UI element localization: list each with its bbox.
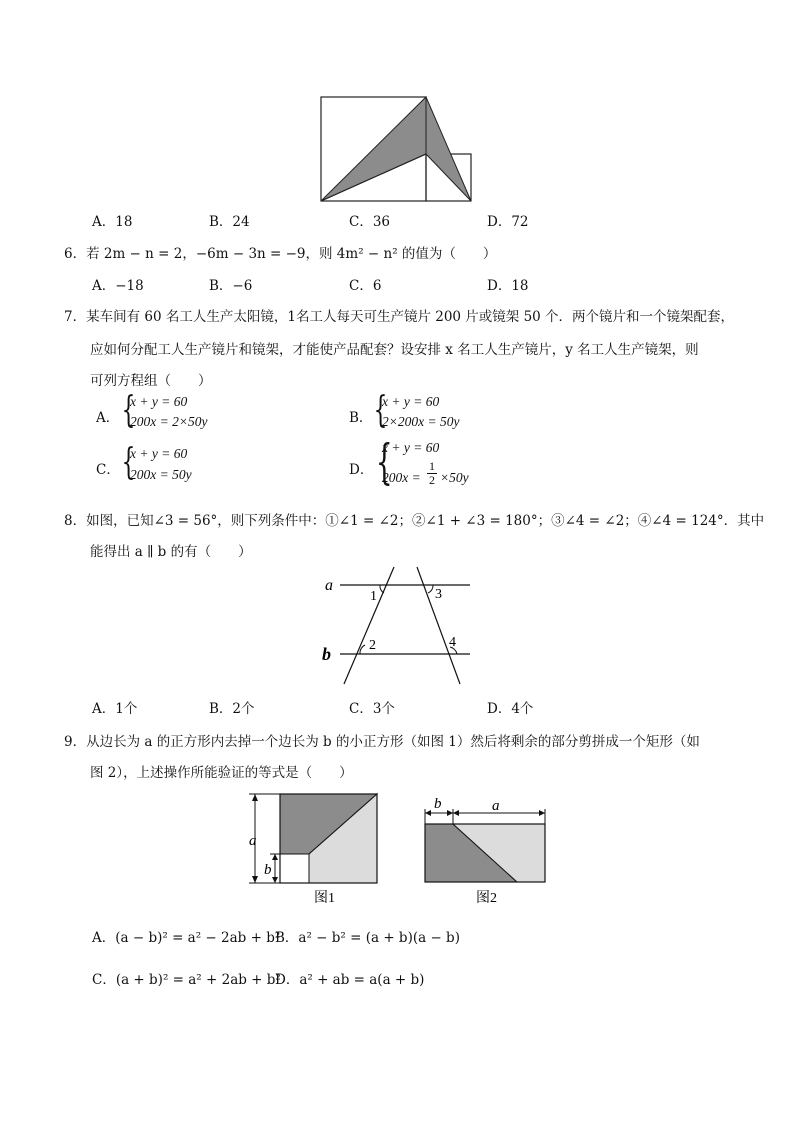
q8-angle3-arc — [428, 585, 433, 593]
q5-option-d[interactable]: D．72 — [487, 214, 529, 230]
q8-option-c[interactable]: C．3个 — [349, 701, 395, 717]
q9-fig1-dim-a-arrow-top — [252, 794, 258, 801]
q6-option-b[interactable]: B．−6 — [209, 278, 253, 294]
q5-option-c[interactable]: C．36 — [349, 214, 391, 230]
q9-option-d[interactable]: D．a² + ab = a(a + b) — [275, 972, 425, 988]
q8-label-a: a — [325, 577, 333, 594]
q7-stem-line2: 应如何分配工人生产镜片和镜架，才能使产品配套？设安排 x 名工人生产镜片，y 名工人生产镜架，则 — [90, 342, 699, 358]
q9-fig1-caption: 图1 — [314, 891, 335, 906]
q7-option-b-eq1: x + y = 60 — [382, 394, 440, 409]
q7-stem-line3: 可列方程组（ ） — [90, 373, 212, 389]
q7-option-a-label: A． — [96, 410, 120, 426]
q9-fig2-dim-a-arrow-right — [539, 810, 545, 816]
q9-fig1-label-a: a — [249, 833, 257, 849]
q7-option-d-frac-den: 2 — [429, 473, 435, 487]
q8-figure — [318, 562, 478, 686]
q9-stem-line2: 图 2），上述操作所能验证的等式是（ ） — [90, 765, 353, 781]
q9-fig1-removed-square — [280, 854, 309, 883]
q7-option-c-brace: { — [121, 442, 136, 483]
q9-option-a[interactable]: A．(a − b)² = a² − 2ab + b² — [92, 930, 281, 946]
q7-option-d-frac-num: 1 — [429, 459, 435, 473]
q8-label-b: b — [322, 644, 331, 664]
q8-option-d[interactable]: D．4个 — [487, 701, 534, 717]
q5-option-b[interactable]: B．24 — [209, 214, 250, 230]
q8-label-2: 2 — [369, 638, 376, 653]
q7-option-a-brace: { — [121, 390, 136, 431]
q9-option-b[interactable]: B．a² − b² = (a + b)(a − b) — [275, 930, 460, 946]
q6-option-c[interactable]: C．6 — [349, 278, 382, 294]
q9-fig1-label-b: b — [264, 862, 272, 878]
q7-option-a-eq1: x + y = 60 — [130, 394, 188, 409]
q9-fig2-dim-b-arrow-right — [447, 810, 453, 816]
q8-label-3: 3 — [435, 587, 442, 602]
q6-stem: 6．若 2m − n = 2，−6m − 3n = −9，则 4m² − n² 的值为（ ） — [64, 246, 497, 262]
q7-option-d-brace: { — [375, 434, 393, 490]
q8-stem-line1: 8．如图，已知∠3 = 56°，则下列条件中：①∠1 = ∠2；②∠1 + ∠3 = 180°；③∠4 = ∠2；④∠4 = 124°．其中 — [64, 513, 765, 529]
q6-option-a[interactable]: A．−18 — [92, 278, 144, 294]
q7-option-b-eq2: 2×200x = 50y — [382, 414, 460, 429]
q8-option-a[interactable]: A．1个 — [92, 701, 138, 717]
q9-fig2-caption: 图2 — [476, 891, 497, 906]
q6-option-d[interactable]: D．18 — [487, 278, 529, 294]
q9-option-c[interactable]: C．(a + b)² = a² + 2ab + b² — [92, 972, 281, 988]
q5-shaded-region — [321, 97, 426, 201]
q8-stem-line2: 能得出 a ∥ b 的有（ ） — [90, 544, 252, 560]
q7-option-d-eq1: x + y = 60 — [382, 440, 440, 455]
q7-option-c-eq1: x + y = 60 — [130, 446, 188, 461]
q7-option-a-eq2: 200x = 2×50y — [130, 414, 208, 429]
q7-option-d-label: D． — [349, 462, 374, 478]
q9-fig1-dim-b-arrow-bottom — [272, 877, 278, 883]
q9-fig2-dim-b-arrow-left — [425, 810, 431, 816]
q9-figure-2 — [420, 796, 550, 910]
q9-fig1-dim-a-arrow-bottom — [252, 876, 258, 883]
q9-fig1-dim-b-arrow-top — [272, 854, 278, 860]
q7-option-c-eq2: 200x = 50y — [130, 467, 192, 482]
q9-fig2-label-b: b — [434, 796, 442, 812]
q7-option-b-brace: { — [373, 390, 388, 431]
q5-option-a[interactable]: A．18 — [92, 214, 133, 230]
q9-fig2-label-a: a — [492, 798, 500, 814]
q8-label-4: 4 — [449, 635, 456, 650]
q7-stem-line1: 7．某车间有 60 名工人生产太阳镜，1名工人每天可生产镜片 200 片或镜架 50 个．两个镜片和一个镜架配套， — [64, 309, 735, 325]
q7-option-c-label: C． — [96, 462, 120, 478]
q9-fig2-dim-a-arrow-left — [453, 810, 459, 816]
q9-stem-line1: 9．从边长为 a 的正方形内去掉一个边长为 b 的小正方形（如图 1）然后将剩余的部分剪拼成一个矩形（如 — [64, 734, 700, 750]
q7-option-b-label: B． — [349, 410, 373, 426]
q7-option-d-eq2a: 200x = — [382, 470, 421, 485]
q8-label-1: 1 — [370, 589, 377, 604]
q8-option-b[interactable]: B．2个 — [209, 701, 255, 717]
q7-option-d-eq2b: ×50y — [440, 470, 469, 485]
q5-figure — [318, 94, 476, 202]
q9-figure-1 — [240, 790, 385, 910]
q7-option-d-fraction — [427, 460, 437, 487]
q5-shaded-region-2 — [426, 97, 471, 201]
